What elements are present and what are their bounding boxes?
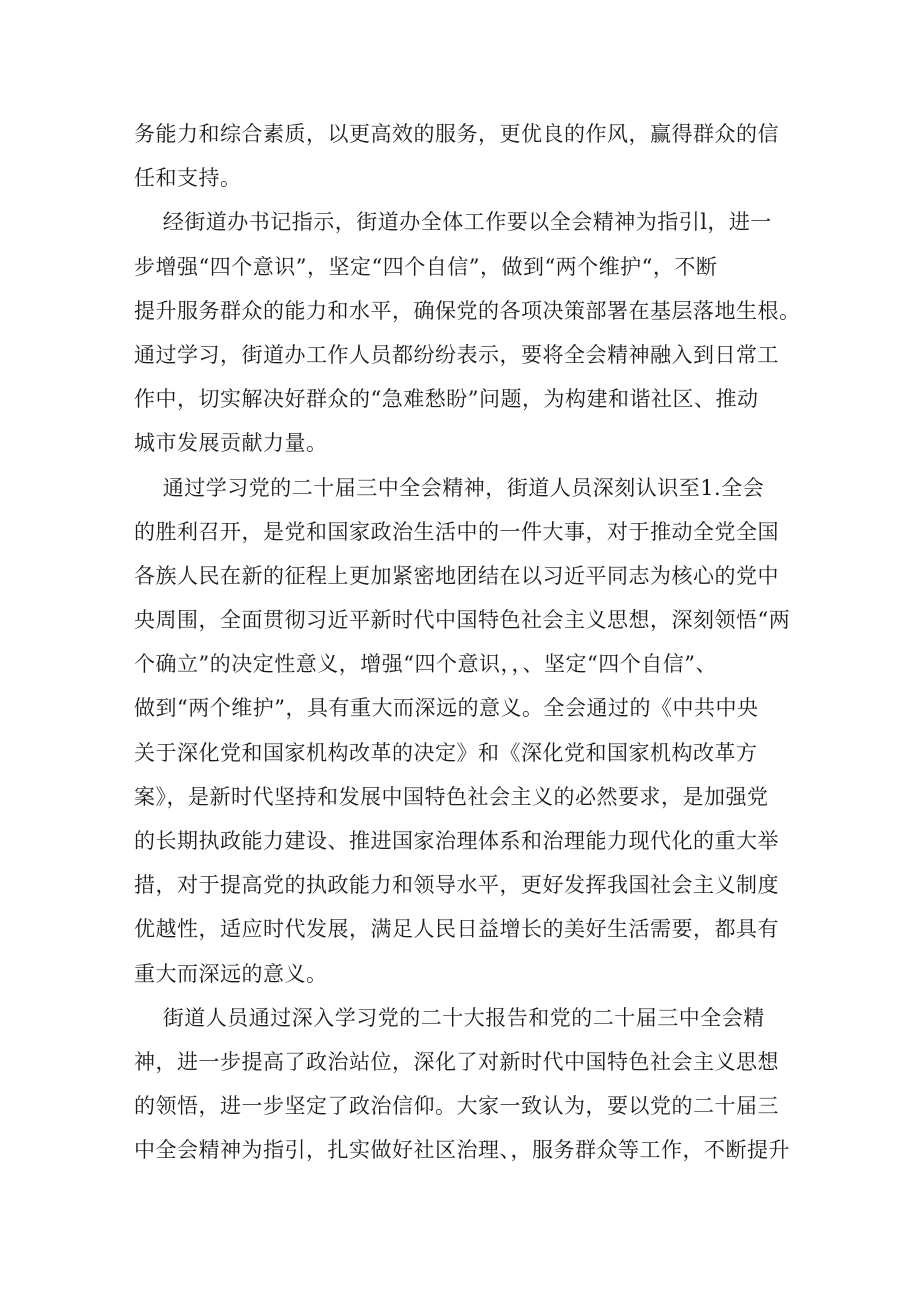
text-line: 优越性，适应时代发展，满足人民日益增长的美好生活需要，都具有 [134,917,779,942]
text-line: 重大而深远的意义。 [134,961,328,986]
text-line: 的领悟，进一步坚定了政治信仰。大家一致认为，要以党的二十届三 [134,1094,779,1119]
text-line: 的长期执政能力建设、推进国家治理体系和治理能力现代化的重大举 [134,829,779,853]
text-line: 关于深化党和国家机构改革的决定》和《深化党和国家机构改革方 [134,740,758,765]
text-line: 街道人员通过深入学习党的二十大报告和党的二十届三中全会精 [134,1005,765,1030]
paragraph-2 [134,200,801,465]
text-line: 经街道办书记指示，街道办全体工作要以全会精神为指引l，进一 [134,210,772,235]
text-line: 做到“两个维护”，具有重大而深远的意义。全会通过的《中共中央 [134,696,759,721]
text-line: 各族人民在新的征程上更加紧密地团结在以习近平同志为核心的党中 [134,563,779,588]
text-line: 的胜利召开，是党和国家政治生活中的一件大事，对于推动全党全国 [134,519,779,544]
text-line: 神，进一步提高了政治站位，深化了对新时代中国特色社会主义思想 [134,1049,779,1074]
text-line: 通过学习党的二十届三中全会精神，街道人员深刻认识至1.全会 [134,475,765,500]
text-line: 作中，切实解决好群众的“急难愁盼”问题，为构建和谐社区、推动 [134,387,759,412]
text-line: 步增强“四个意识”，坚定“四个自信”，做到“两个维护“，不断 [134,254,718,279]
paragraph-4 [134,996,794,1173]
paragraph-1 [134,112,794,200]
text-line: 城市发展贡献力量。 [134,431,328,456]
paragraph-3 [134,466,794,996]
text-line: 个确立”的决定性意义，增强“四个意识，，、坚定“四个自信”、 [134,652,717,677]
text-line: 任和支持。 [134,166,242,191]
text-line: 务能力和综合素质，以更高效的服务，更优良的作风，赢得群众的信 [134,122,779,146]
text-line: 通过学习，街道办工作人员都纷纷表示，要将全会精神融入到日常工 [134,342,779,367]
text-line: 案》，是新时代坚持和发展中国特色社会主义的必然要求，是加强党 [134,784,769,809]
text-line: 央周围，全面贯彻习近平新时代中国特色社会主义思想，深刻领悟“两 [134,608,791,633]
text-line: 提升服务群众的能力和水平，确保党的各项决策部署在基层落地生根。 [134,298,801,323]
text-line: 中全会精神为指引，扎实做好社区治理、，服务群众等工作，不断提升 [134,1138,790,1163]
document-body [134,112,801,1173]
text-line: 措，对于提高党的执政能力和领导水平，更好发挥我国社会主义制度 [134,873,779,898]
